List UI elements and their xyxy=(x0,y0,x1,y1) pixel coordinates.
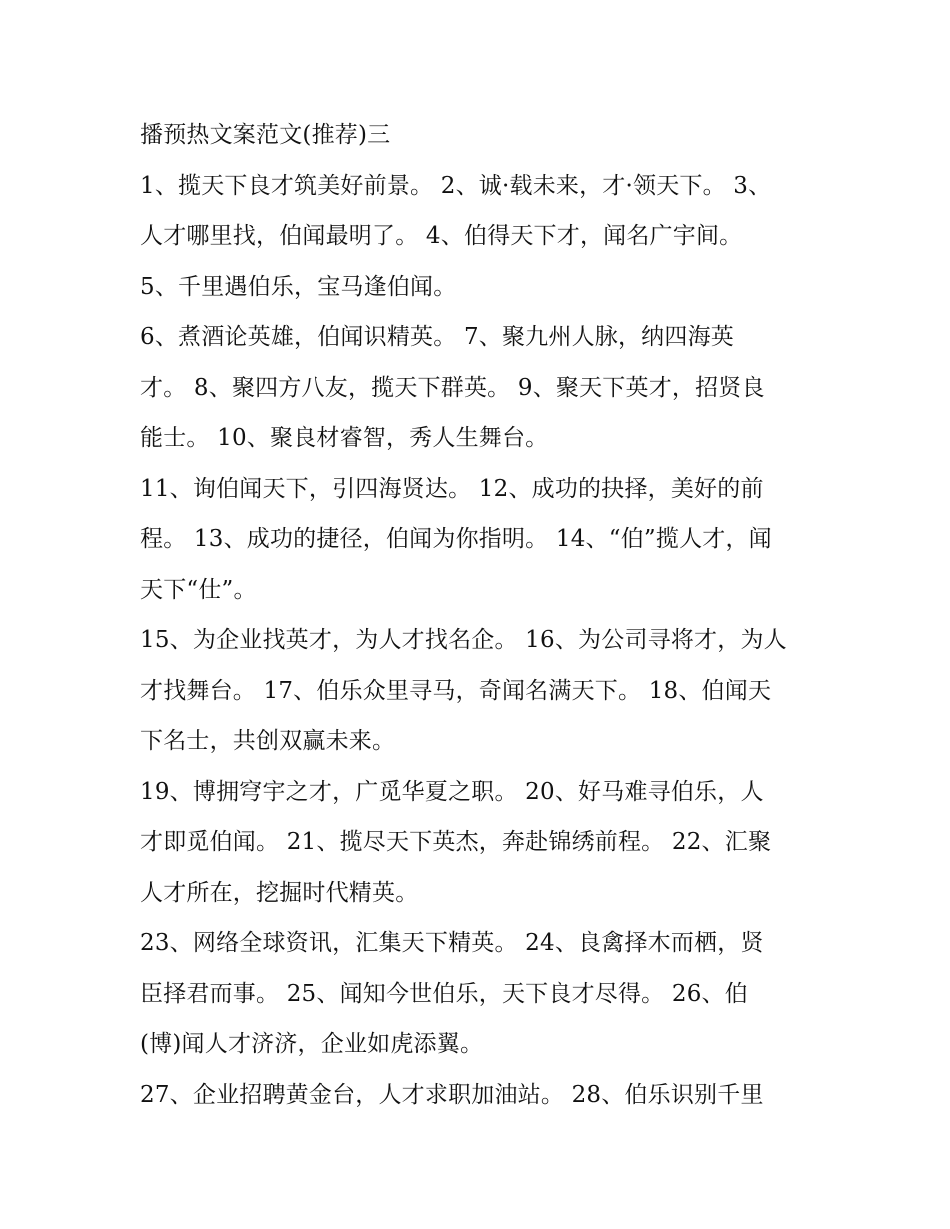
text-line: 才即觅伯闻。 21、揽尽天下英杰，奔赴锦绣前程。 22、汇聚 xyxy=(140,829,772,855)
text-line: 27、企业招聘黄金台，人才求职加油站。 28、伯乐识别千里 xyxy=(140,1081,764,1108)
document-title: 播预热文案范文(推荐)三 xyxy=(140,122,391,148)
text-line: 臣择君而事。 25、闻知今世伯乐，天下良才尽得。 26、伯 xyxy=(140,980,748,1007)
text-line: 人才哪里找，伯闻最明了。 4、伯得天下才，闻名广宇间。 xyxy=(140,223,743,249)
text-line: 天下“仕”。 xyxy=(140,576,257,603)
text-line: 23、网络全球资讯，汇集天下精英。 24、良禽择木而栖，贤 xyxy=(140,930,764,956)
document-body xyxy=(140,110,830,1120)
text-line: 1、揽天下良才筑美好前景。 2、诚·载未来，才·领天下。 3、 xyxy=(140,172,772,199)
text-line: 人才所在，挖掘时代精英。 xyxy=(140,879,419,906)
text-line: 能士。 10、聚良材睿智，秀人生舞台。 xyxy=(140,425,549,451)
text-line: 才。 8、聚四方八友，揽天下群英。 9、聚天下英才，招贤良 xyxy=(140,374,765,401)
text-line: (博)闻人才济济，企业如虎添翼。 xyxy=(140,1031,484,1057)
text-line: 才找舞台。 17、伯乐众里寻马，奇闻名满天下。 18、伯闻天 xyxy=(140,677,772,704)
text-line: 5、千里遇伯乐，宝马逢伯闻。 xyxy=(140,273,457,300)
text-line: 19、博拥穹宇之才，广觅华夏之职。 20、好马难寻伯乐，人 xyxy=(140,778,764,805)
text-line: 程。 13、成功的捷径，伯闻为你指明。 14、“伯”揽人才，闻 xyxy=(140,526,772,552)
text-line: 15、为企业找英才，为人才找名企。 16、为公司寻将才，为人 xyxy=(140,627,787,653)
text-line: 下名士，共创双赢未来。 xyxy=(140,728,396,754)
text-line: 11、询伯闻天下，引四海贤达。 12、成功的抉择，美好的前 xyxy=(140,475,764,502)
text-line: 6、煮酒论英雄，伯闻识精英。 7、聚九州人脉，纳四海英 xyxy=(140,324,734,350)
